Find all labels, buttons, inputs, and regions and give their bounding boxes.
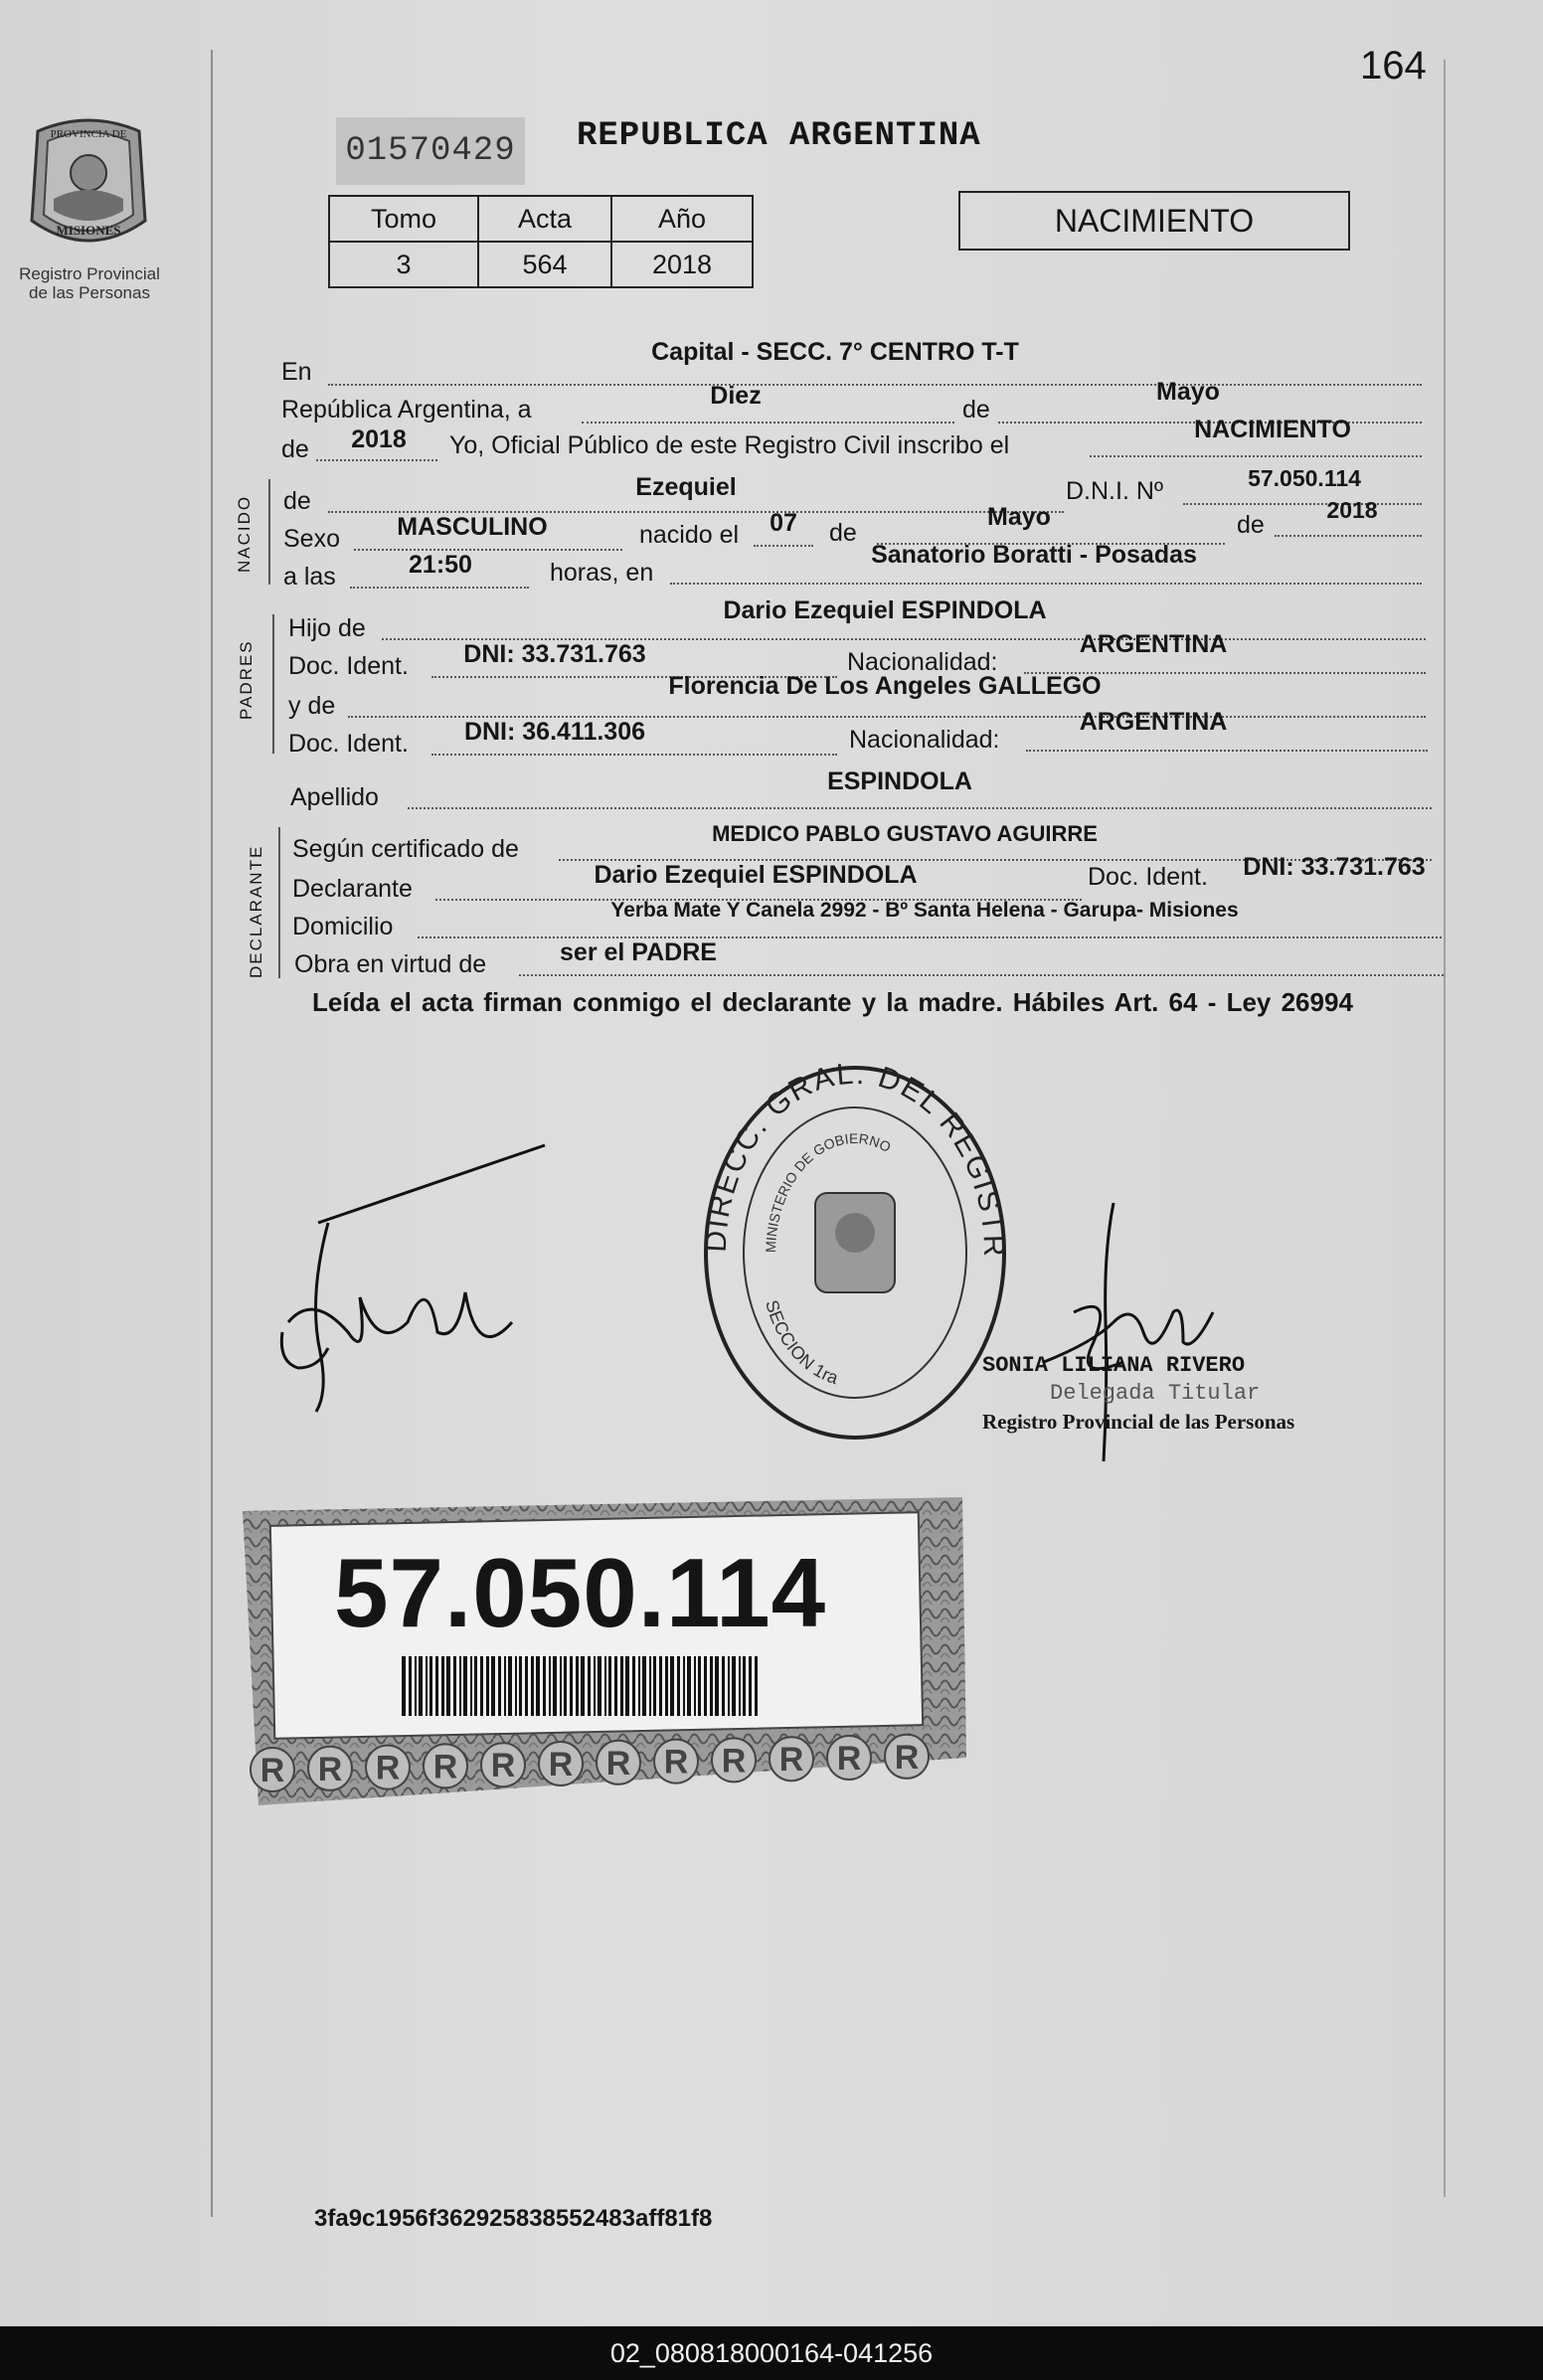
barcode-bar xyxy=(549,1656,551,1716)
certificado-label: Según certificado de xyxy=(292,835,519,863)
barcode-bar xyxy=(553,1656,557,1716)
barcode-bar xyxy=(670,1656,674,1716)
birth-day-value: 07 xyxy=(770,509,797,537)
nacido-de-label-3: de xyxy=(1237,511,1265,539)
barcode-bar xyxy=(722,1656,725,1716)
section-label-nacido: NACIDO xyxy=(235,494,254,573)
year-prefix-label: de xyxy=(281,435,309,463)
section-label-padres: PADRES xyxy=(237,639,256,720)
barcode-bar xyxy=(677,1656,680,1716)
pattern-r-glyph: R xyxy=(605,1744,631,1783)
mother-doc-value: DNI: 36.411.306 xyxy=(463,718,646,746)
barcode-bar xyxy=(576,1656,579,1716)
birth-month-value: Mayo xyxy=(987,503,1051,531)
pattern-r-glyph: R xyxy=(375,1749,401,1787)
record-table-header: Acta xyxy=(478,196,611,242)
scan-footer: 02_080818000164-041256 xyxy=(0,2326,1543,2380)
dotted-line xyxy=(582,422,954,424)
en-label: En xyxy=(281,358,312,386)
sexo-label: Sexo xyxy=(283,525,340,553)
logo-text-top: PROVINCIA DE xyxy=(50,128,127,140)
barcode-bar xyxy=(728,1656,730,1716)
barcode-bar xyxy=(694,1656,696,1716)
dotted-line xyxy=(670,583,1422,585)
father-doc-label: Doc. Ident. xyxy=(288,652,409,680)
barcode-bar xyxy=(543,1656,546,1716)
obra-label: Obra en virtud de xyxy=(294,950,487,978)
horas-label: horas, en xyxy=(550,559,654,587)
barcode-bar xyxy=(594,1656,596,1716)
registry-caption xyxy=(0,264,179,302)
barcode-bar xyxy=(598,1656,601,1716)
barcode-bar xyxy=(486,1656,489,1716)
child-name-value: Ezequiel xyxy=(635,473,737,501)
barcode-bar xyxy=(581,1656,585,1716)
nacido-el-label: nacido el xyxy=(639,521,740,549)
pattern-r-glyph: R xyxy=(548,1746,574,1784)
barcode-bar xyxy=(409,1656,412,1716)
pattern-r-glyph: R xyxy=(778,1741,804,1780)
barcode-bar xyxy=(429,1656,432,1716)
barcode-bar xyxy=(480,1656,483,1716)
barcode-bar xyxy=(749,1656,752,1716)
dotted-line xyxy=(316,459,437,461)
inscribo-label: Yo, Oficial Público de este Registro Civil inscribo el xyxy=(449,431,1010,459)
domicilio-value: Yerba Mate Y Canela 2992 - Bº Santa Helena - Garupa- Misiones xyxy=(610,899,1239,922)
barcode-bar xyxy=(470,1656,472,1716)
republica-label: República Argentina, a xyxy=(281,396,532,424)
barcode-bar xyxy=(474,1656,477,1716)
pattern-r-glyph: R xyxy=(721,1742,747,1781)
barcode-bar xyxy=(732,1656,736,1716)
closing-statement: Leída el acta firman conmigo el declarante y la madre. Hábiles Art. 64 - Ley 26994 xyxy=(312,987,1353,1017)
mother-nationality-value: ARGENTINA xyxy=(1079,708,1228,736)
father-nationality-label: Nacionalidad: xyxy=(847,648,998,676)
declarante-label: Declarante xyxy=(292,875,413,903)
barcode-bar xyxy=(620,1656,623,1716)
country-title: REPUBLICA ARGENTINA xyxy=(577,117,981,155)
barcode-bar xyxy=(419,1656,423,1716)
sexo-value: MASCULINO xyxy=(397,513,548,541)
barcode-bar xyxy=(632,1656,635,1716)
barcode-bar xyxy=(642,1656,646,1716)
barcode-bar xyxy=(698,1656,701,1716)
sticker-number: 57.050.114 xyxy=(334,1538,827,1647)
nacido-de-label: de xyxy=(283,487,311,515)
barcode-bar xyxy=(755,1656,758,1716)
barcode-bar xyxy=(536,1656,540,1716)
svg-text:SECCION 1ra xyxy=(762,1297,842,1388)
official-office: Registro Provincial de las Personas xyxy=(982,1410,1295,1434)
record-table-value-row xyxy=(329,242,753,287)
barcode-bar xyxy=(402,1656,406,1716)
barcode-bar xyxy=(515,1656,517,1716)
father-doc-value: DNI: 33.731.763 xyxy=(463,640,646,668)
mother-name-value: Florencia De Los Angeles GALLEGO xyxy=(668,672,1102,700)
section-bracket xyxy=(272,614,274,754)
record-table-cell: 564 xyxy=(478,242,611,287)
dotted-line xyxy=(1090,455,1422,457)
barcode-bar xyxy=(653,1656,656,1716)
birth-place-value: Sanatorio Boratti - Posadas xyxy=(871,541,1197,569)
stamp-inner-text: MINISTERIO DE GOBIERNO xyxy=(762,1129,894,1254)
barcode-bar xyxy=(739,1656,741,1716)
pattern-r-glyph: R xyxy=(490,1747,516,1785)
barcode-bar xyxy=(638,1656,640,1716)
section-label-declarante: DECLARANTE xyxy=(247,844,265,978)
barcode-bar xyxy=(659,1656,662,1716)
barcode-bar xyxy=(459,1656,461,1716)
official-title: Delegada Titular xyxy=(1050,1381,1261,1406)
nacido-de-label-2: de xyxy=(829,519,857,547)
barcode-bar xyxy=(715,1656,719,1716)
declarante-doc-value: DNI: 33.731.763 xyxy=(1243,853,1426,881)
barcode-bar xyxy=(625,1656,629,1716)
pattern-r-glyph: R xyxy=(317,1750,343,1788)
barcode-bar xyxy=(604,1656,606,1716)
y-de-label: y de xyxy=(288,692,336,720)
barcode-bar xyxy=(426,1656,428,1716)
barcode-bar xyxy=(415,1656,417,1716)
barcode-bar xyxy=(683,1656,685,1716)
mother-doc-label: Doc. Ident. xyxy=(288,730,409,758)
father-name-value: Dario Ezequiel ESPINDOLA xyxy=(723,596,1047,624)
record-type-box: NACIMIENTO xyxy=(958,191,1350,251)
barcode-bar xyxy=(531,1656,534,1716)
record-table-cell: 3 xyxy=(329,242,478,287)
barcode-bar xyxy=(441,1656,444,1716)
en-value: Capital - SECC. 7° CENTRO T-T xyxy=(651,338,1019,366)
declarante-name-value: Dario Ezequiel ESPINDOLA xyxy=(594,861,918,889)
record-table-cell: 2018 xyxy=(611,242,753,287)
mother-nationality-label: Nacionalidad: xyxy=(849,726,1000,754)
provincia-de-misiones-seal-icon xyxy=(18,111,159,260)
pattern-r-glyph: R xyxy=(663,1743,689,1782)
barcode-bar xyxy=(570,1656,573,1716)
barcode-bar xyxy=(710,1656,713,1716)
birth-year-value: 2018 xyxy=(1326,497,1378,523)
dotted-line xyxy=(1026,750,1428,752)
dni-label: D.N.I. Nº xyxy=(1066,477,1164,505)
barcode-bar xyxy=(665,1656,668,1716)
pattern-r-glyph: R xyxy=(836,1740,862,1778)
barcode-bar xyxy=(704,1656,707,1716)
official-round-stamp-icon xyxy=(696,1064,1014,1442)
domicilio-label: Domicilio xyxy=(292,913,394,940)
apellido-label: Apellido xyxy=(290,783,379,811)
barcode-bar xyxy=(504,1656,506,1716)
barcode-bar xyxy=(446,1656,450,1716)
barcode-bar xyxy=(453,1656,456,1716)
page-number: 164 xyxy=(1360,44,1427,87)
a-las-label: a las xyxy=(283,563,336,591)
barcode-bar xyxy=(435,1656,438,1716)
dotted-line xyxy=(350,587,529,589)
barcode-bar xyxy=(588,1656,591,1716)
section-bracket xyxy=(278,827,280,978)
serial-number: 01570429 xyxy=(336,117,525,185)
pattern-r-glyph: R xyxy=(259,1752,285,1789)
child-dni-value: 57.050.114 xyxy=(1248,465,1361,491)
left-margin-line xyxy=(211,50,213,2217)
barcode-bar xyxy=(525,1656,528,1716)
barcode-bar xyxy=(649,1656,651,1716)
barcode-bar xyxy=(687,1656,691,1716)
month-value: Mayo xyxy=(1156,378,1220,406)
barcode-bar xyxy=(498,1656,501,1716)
stamp-outer-text: DIRECC. GRAL. DEL REGISTR xyxy=(699,1064,1011,1260)
official-name: SONIA LILIANA RIVERO xyxy=(982,1353,1246,1378)
right-margin-line xyxy=(1444,60,1446,2197)
dotted-line xyxy=(408,807,1432,809)
obra-value: ser el PADRE xyxy=(560,938,717,966)
barcode-bar xyxy=(508,1656,512,1716)
logo-text-bottom: MISIONES xyxy=(56,223,121,238)
section-bracket xyxy=(268,479,270,585)
barcode-bar xyxy=(463,1656,467,1716)
barcode-bar xyxy=(560,1656,562,1716)
barcode-bar xyxy=(608,1656,611,1716)
pattern-r-glyph: R xyxy=(894,1738,920,1777)
inscribo-value: NACIMIENTO xyxy=(1194,416,1351,443)
day-value: Diez xyxy=(710,382,762,410)
declarant-signature xyxy=(268,1123,567,1427)
barcode-bar xyxy=(614,1656,617,1716)
record-table-header: Año xyxy=(611,196,753,242)
dotted-line xyxy=(519,974,1444,976)
barcode-bar xyxy=(491,1656,495,1716)
de-label: de xyxy=(962,396,990,424)
dotted-line xyxy=(754,545,813,547)
stamp-bottom-text: SECCION 1ra xyxy=(762,1297,841,1389)
hijo-de-label: Hijo de xyxy=(288,614,366,642)
declarante-doc-label: Doc. Ident. xyxy=(1088,863,1208,891)
barcode-bar xyxy=(519,1656,522,1716)
record-table-header-row xyxy=(329,196,753,242)
registry-caption-line2: de las Personas xyxy=(29,283,150,302)
dotted-line xyxy=(431,754,837,756)
document-hash: 3fa9c1956f362925838552483aff81f8 xyxy=(314,2205,713,2232)
certificado-value: MEDICO PABLO GUSTAVO AGUIRRE xyxy=(712,821,1098,846)
pattern-r-glyph: R xyxy=(432,1748,458,1786)
dotted-line xyxy=(1275,535,1422,537)
apellido-value: ESPINDOLA xyxy=(827,767,972,795)
father-nationality-value: ARGENTINA xyxy=(1079,630,1228,658)
barcode-bar xyxy=(743,1656,746,1716)
time-value: 21:50 xyxy=(409,551,472,579)
official-signature-block xyxy=(982,1352,1294,1436)
barcode-bar xyxy=(564,1656,567,1716)
record-table-header: Tomo xyxy=(329,196,478,242)
year-value: 2018 xyxy=(351,425,407,453)
record-table xyxy=(328,195,754,288)
registry-caption-line1: Registro Provincial xyxy=(19,264,160,283)
